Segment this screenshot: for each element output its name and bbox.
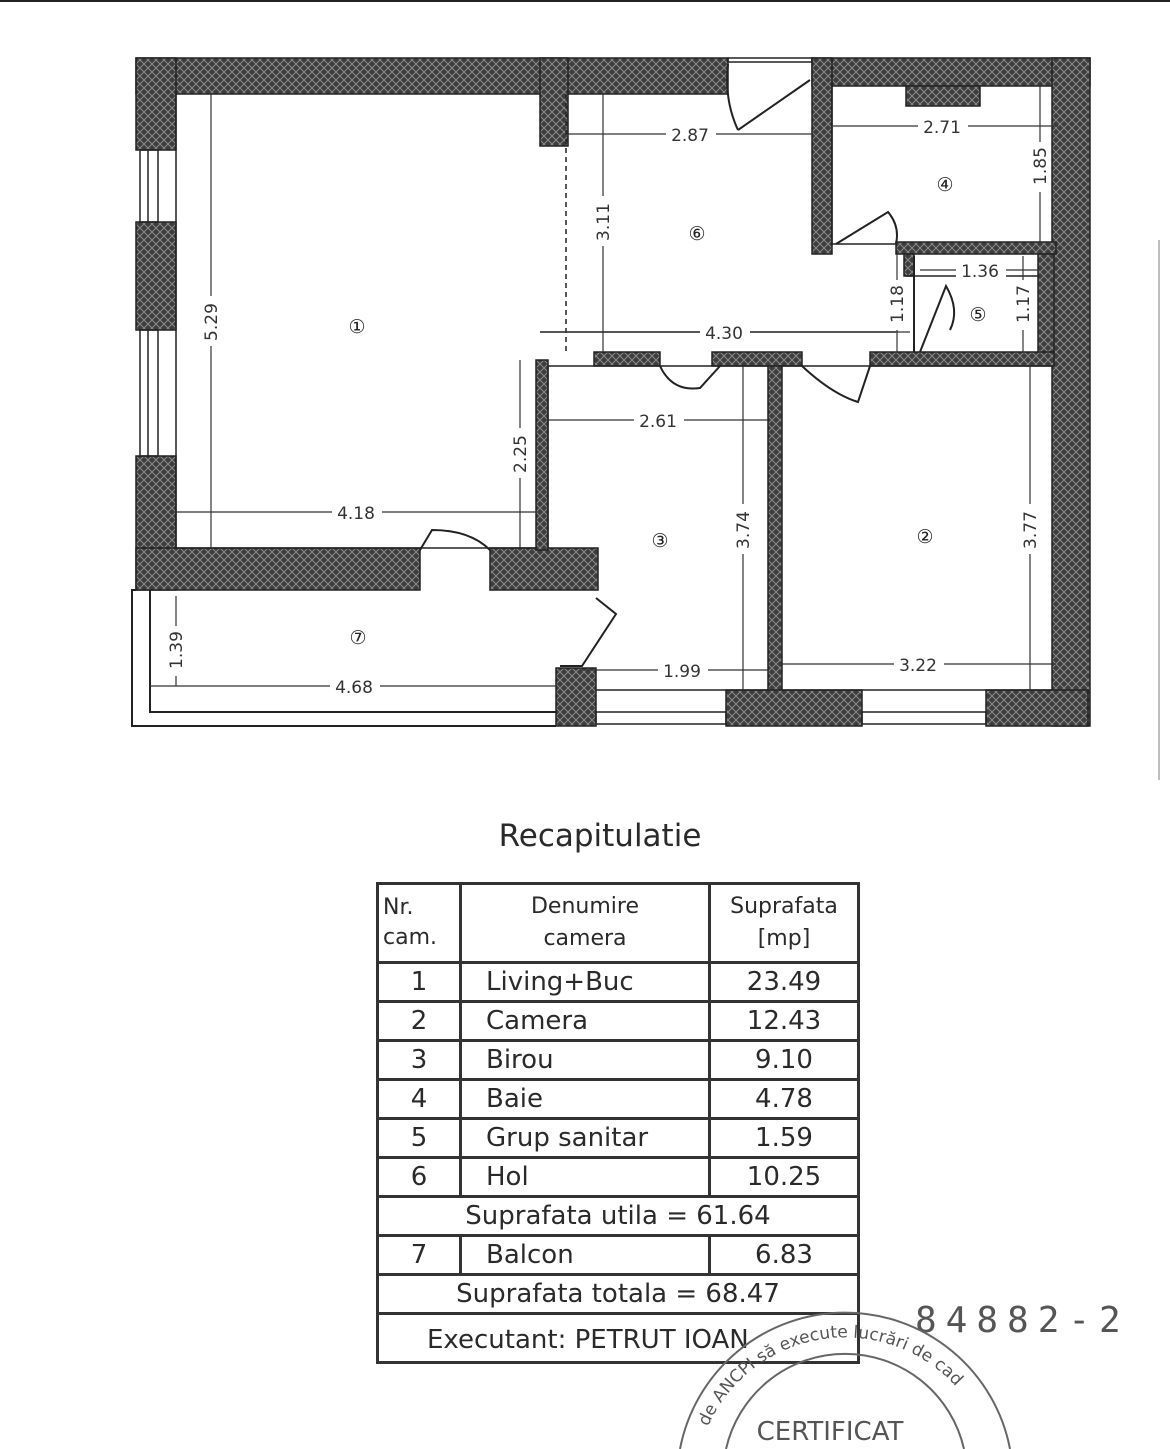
dim-label: 2.87: [671, 126, 709, 146]
table-row: [378, 1041, 859, 1080]
dim-label: 4.30: [705, 324, 743, 344]
row-nr: 7: [378, 1236, 461, 1275]
stamp-word: CERTIFICAT: [756, 1417, 904, 1447]
walls: [136, 58, 1090, 726]
dim-label: 4.68: [335, 678, 373, 698]
total-area-row: [378, 1275, 859, 1314]
row-nr: 5: [378, 1119, 461, 1158]
row-name: Balcon: [461, 1236, 710, 1275]
dim-label: 3.22: [899, 656, 937, 676]
row-name: Birou: [461, 1041, 710, 1080]
reference-code: 84882-2: [915, 1300, 1130, 1341]
room-marker: ⑦: [349, 627, 367, 649]
room-lines: [176, 86, 1052, 690]
row-nr: 3: [378, 1041, 461, 1080]
dim-label: 3.77: [1021, 511, 1041, 549]
row-area: 1.59: [710, 1119, 859, 1158]
total-area: Suprafata totala = 68.47: [378, 1275, 859, 1314]
executant-name: Executant: PETRUT IOAN: [378, 1314, 859, 1363]
dim-label: 2.71: [923, 118, 961, 138]
executant-row: [378, 1314, 859, 1363]
table-row: [378, 1080, 859, 1119]
dim-label: 4.18: [337, 504, 375, 524]
windows: [140, 58, 986, 724]
table-row: [378, 1236, 859, 1275]
dimension-lines: [150, 86, 1058, 690]
dim-label: 2.25: [511, 435, 531, 473]
table-row: [378, 1002, 859, 1041]
room-marker: ②: [916, 526, 934, 548]
row-name: Grup sanitar: [461, 1119, 710, 1158]
room-marker: ①: [348, 316, 366, 338]
dim-label: 1.17: [1014, 285, 1034, 323]
recap-table: [376, 882, 860, 1364]
recap-title: Recapitulatie: [498, 818, 702, 854]
dim-label: 1.39: [167, 631, 187, 669]
dim-label: 5.29: [202, 303, 222, 341]
room-marker: ⑥: [688, 223, 706, 245]
dim-label: 1.99: [663, 662, 701, 682]
row-area: 4.78: [710, 1080, 859, 1119]
row-nr: 1: [378, 963, 461, 1002]
table-header: [378, 884, 859, 963]
row-area: 10.25: [710, 1158, 859, 1197]
row-name: Living+Buc: [461, 963, 710, 1002]
room-marker: ⑤: [969, 304, 987, 326]
row-area: 6.83: [710, 1236, 859, 1275]
row-nr: 2: [378, 1002, 461, 1041]
row-area: 12.43: [710, 1002, 859, 1041]
row-name: Hol: [461, 1158, 710, 1197]
row-name: Baie: [461, 1080, 710, 1119]
dim-label: 1.85: [1031, 147, 1051, 185]
dim-label: 1.36: [961, 262, 999, 282]
dim-label: 1.18: [888, 285, 908, 323]
table-row: [378, 1119, 859, 1158]
room-marker: ③: [651, 530, 669, 552]
table-row: [378, 963, 859, 1002]
useful-area-row: [378, 1197, 859, 1236]
row-area: 23.49: [710, 963, 859, 1002]
dim-label: 3.11: [594, 203, 614, 241]
row-area: 9.10: [710, 1041, 859, 1080]
room-marker: ④: [936, 174, 954, 196]
table-row: [378, 1158, 859, 1197]
dimension-labels: [166, 116, 1051, 698]
dim-label: 3.74: [734, 511, 754, 549]
row-nr: 6: [378, 1158, 461, 1197]
header-area: Suprafata [mp]: [710, 884, 859, 963]
dim-label: 2.61: [639, 412, 677, 432]
stamp-arc-text: de ANCPI să execute lucrări de cad: [694, 1322, 967, 1429]
balcony-outline: [132, 590, 556, 726]
header-nr: Nr. cam.: [378, 884, 461, 963]
row-nr: 4: [378, 1080, 461, 1119]
useful-area-total: Suprafata utila = 61.64: [378, 1197, 859, 1236]
header-name: Denumire camera: [461, 884, 710, 963]
row-name: Camera: [461, 1002, 710, 1041]
